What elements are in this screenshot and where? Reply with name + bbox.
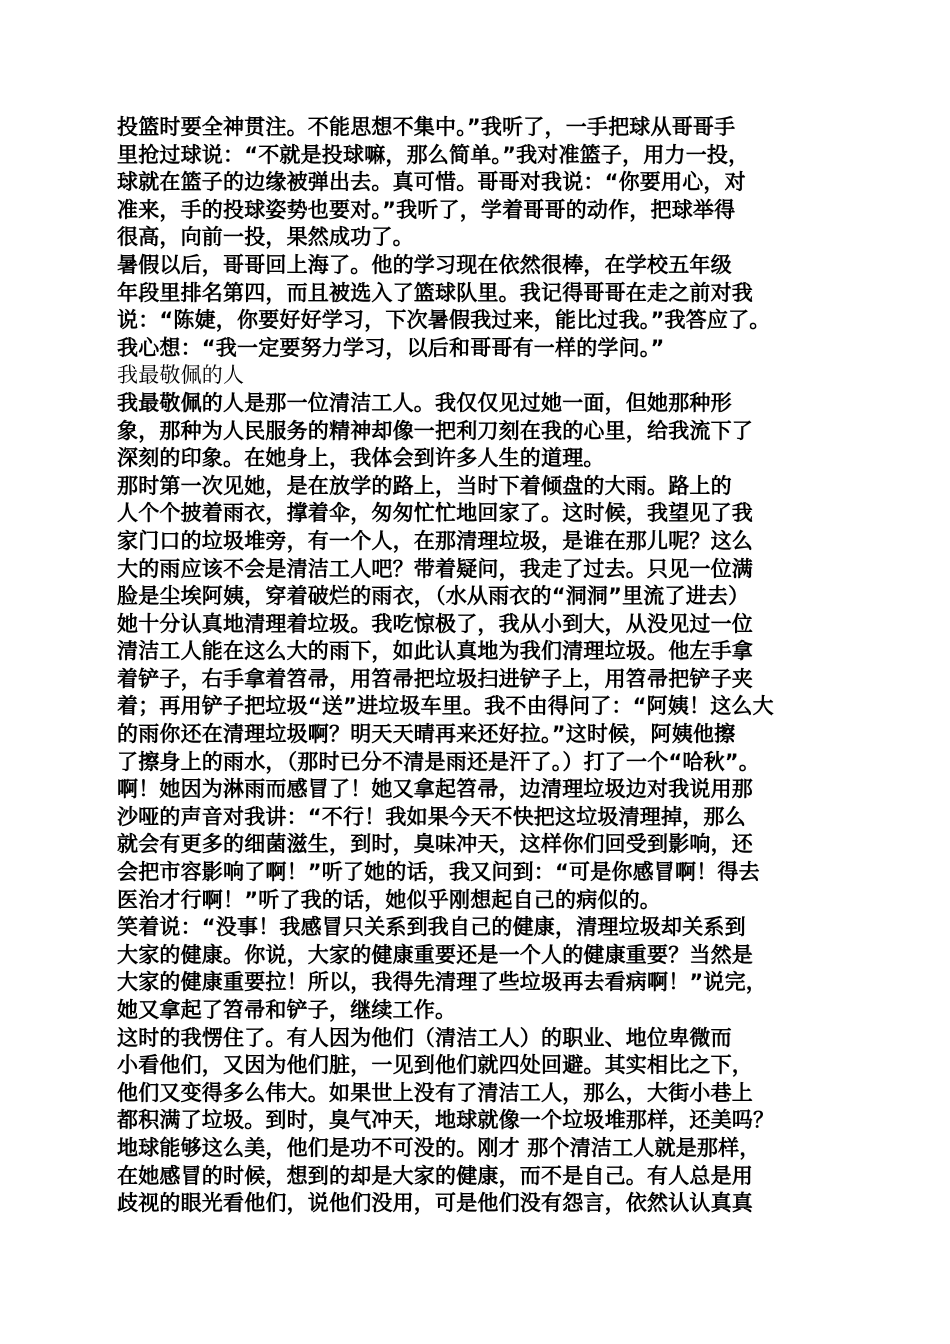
text-line: 地球能够这么美，他们是功不可没的。刚才 那个清洁工人就是那样， [117, 1135, 761, 1160]
text-line: 人个个披着雨衣，撑着伞，匆匆忙忙地回家了。这时候，我望见了我 [117, 501, 753, 526]
text-line: 她十分认真地清理着垃圾。我吃惊极了，我从小到大，从没见过一位 [117, 611, 753, 636]
text-line: 很高，向前一投，果然成功了。 [117, 225, 414, 250]
text-line: 里抢过球说：“不就是投球嘛，那么简单。”我对准篮子，用力一投， [117, 142, 750, 167]
text-line: 着铲子，右手拿着笤帚，用笤帚把垃圾扫进铲子上，用笤帚把铲子夹 [117, 666, 753, 691]
text-line: 笑着说：“没事！我感冒只关系到我自己的健康，清理垃圾却关系到 [117, 915, 746, 940]
text-line: 深刻的印象。在她身上，我体会到许多人生的道理。 [117, 446, 605, 471]
text-line: 这时的我愣住了。有人因为他们（清洁工人）的职业、地位卑微而 [117, 1025, 732, 1050]
text-line: 说：“陈婕，你要好好学习，下次暑假我过来，能比过我。”我答应了。 [117, 308, 771, 333]
text-line: 大的雨应该不会是清洁工人吧？带着疑问，我走了过去。只见一位满 [117, 556, 753, 581]
text-line: 年段里排名第四，而且被选入了篮球队里。我记得哥哥在走之前对我 [117, 280, 753, 305]
text-line: 大家的健康。你说，大家的健康重要还是一个人的健康重要？当然是 [117, 942, 753, 967]
text-line: 小看他们，又因为他们脏，一见到他们就四处回避。其实相比之下， [117, 1053, 753, 1078]
text-line: 都积满了垃圾。到时，臭气冲天，地球就像一个垃圾堆那样，还美吗？ [117, 1108, 775, 1133]
text-line: 家门口的垃圾堆旁，有一个人，在那清理垃圾，是谁在那儿呢？这么 [117, 528, 753, 553]
text-line: 沙哑的声音对我讲：“不行！我如果今天不快把这垃圾清理掉，那么 [117, 804, 746, 829]
text-line: 球就在篮子的边缘被弹出去。真可惜。哥哥对我说：“你要用心，对 [117, 170, 746, 195]
text-line: 我最敬佩的人是那一位清洁工人。我仅仅见过她一面，但她那种形 [117, 390, 732, 415]
text-line: 着；再用铲子把垃圾“送”进垃圾车里。我不由得问了：“阿姨！这么大 [117, 694, 774, 719]
text-line: 歧视的眼光看他们，说他们没用，可是他们没有怨言，依然认认真真 [117, 1191, 753, 1216]
text-line: 啊！她因为淋雨而感冒了！她又拿起笤帚，边清理垃圾边对我说用那 [117, 777, 753, 802]
text-line: 投篮时要全神贯注。不能思想不集中。”我听了，一手把球从哥哥手 [117, 115, 736, 139]
text-line: 的雨你还在清理垃圾啊？明天天晴再来还好拉。”这时候，阿姨他擦 [117, 722, 736, 747]
text-line: 医治才行啊！”听了我的话，她似乎刚想起自己的病似的。 [117, 887, 661, 912]
text-line: 我心想：“我一定要努力学习，以后和哥哥有一样的学问。” [117, 335, 665, 360]
text-line: 在她感冒的时候，想到的却是大家的健康，而不是自己。有人总是用 [117, 1163, 753, 1188]
text-line: 会把市容影响了啊！”听了她的话，我又问到：“可是你感冒啊！得去 [117, 860, 760, 885]
text-line: 清洁工人能在这么大的雨下，如此认真地为我们清理垃圾。他左手拿 [117, 639, 753, 664]
text-line: 就会有更多的细菌滋生，到时，臭味冲天，这样你们回受到影响，还 [117, 832, 753, 857]
text-line: 大家的健康重要拉！所以，我得先清理了些垃圾再去看病啊！”说完， [117, 970, 767, 995]
text-line: 那时第一次见她，是在放学的路上，当时下着倾盘的大雨。路上的 [117, 473, 732, 498]
text-line: 准来，手的投球姿势也要对。”我听了，学着哥哥的动作，把球举得 [117, 197, 736, 222]
text-line: 了擦身上的雨水，（那时已分不清是雨还是汗了。）打了一个“哈秋”。 [117, 749, 761, 774]
text-line: 脸是尘埃阿姨，穿着破烂的雨衣，（水从雨衣的“洞洞”里流了进去） [117, 584, 750, 609]
text-line: 他们又变得多么伟大。如果世上没有了清洁工人，那么，大街小巷上 [117, 1080, 753, 1105]
text-line: 她又拿起了笤帚和铲子，继续工作。 [117, 998, 457, 1022]
document-body [117, 114, 839, 1218]
text-line: 暑假以后，哥哥回上海了。他的学习现在依然很棒，在学校五年级 [117, 252, 732, 277]
essay-title: 我最敬佩的人 [117, 363, 245, 388]
text-line: 象，那种为人民服务的精神却像一把利刀刻在我的心里，给我流下了 [117, 418, 753, 443]
